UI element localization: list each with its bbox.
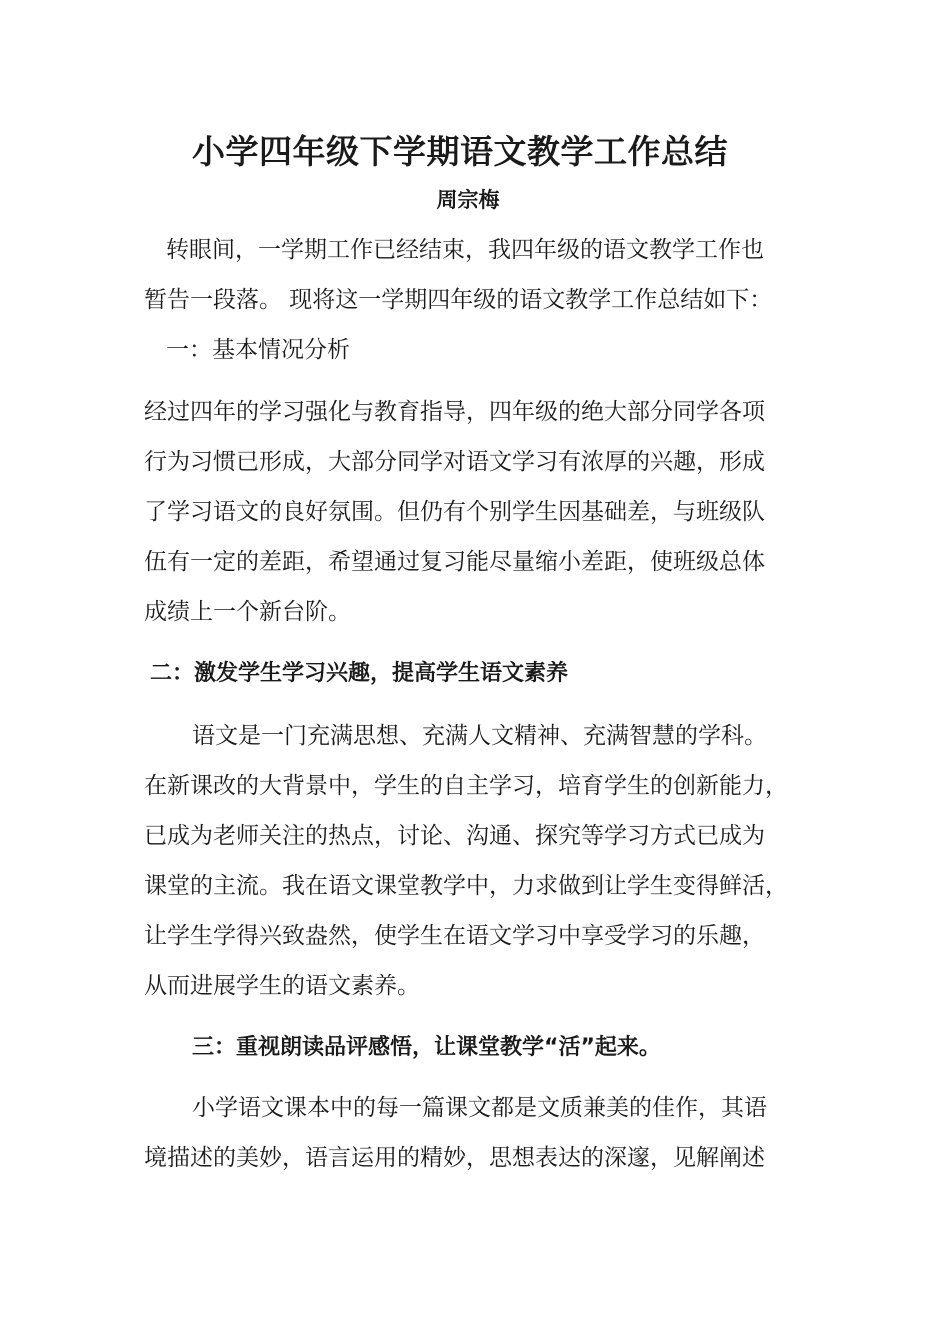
paragraph-line: 了学习语文的良好氛围。但仍有个别学生因基础差，与班级队: [144, 499, 765, 525]
section-heading: 三：重视朗读品评感悟，让课堂教学“活”起来。: [192, 1035, 661, 1060]
paragraph-line: 成绩上一个新台阶。: [144, 599, 351, 625]
section-heading: 一：基本情况分析: [166, 337, 350, 363]
paragraph-line: 行为习惯已形成，大部分同学对语文学习有浓厚的兴趣，形成: [144, 449, 765, 475]
intro-line: 暂告一段落。 现将这一学期四年级的语文教学工作总结如下：: [144, 287, 773, 313]
paragraph-line: 经过四年的学习强化与教育指导，四年级的绝大部分同学各项: [144, 399, 765, 425]
paragraph-line: 在新课改的大背景中，学生的自主学习，培育学生的创新能力，: [144, 773, 788, 799]
intro-line: 转眼间，一学期工作已经结束，我四年级的语文教学工作也: [166, 237, 764, 263]
paragraph-line: 课堂的主流。我在语文课堂教学中，力求做到让学生变得鲜活，: [144, 873, 788, 899]
paragraph-line: 已成为老师关注的热点，讨论、沟通、探究等学习方式已成为: [144, 823, 765, 849]
paragraph-line: 伍有一定的差距，希望通过复习能尽量缩小差距，使班级总体: [144, 549, 765, 575]
paragraph-line: 语文是一门充满思想、充满人文精神、充满智慧的学科。: [192, 723, 767, 749]
section-heading: 二：激发学生学习兴趣，提高学生语文素养: [150, 661, 569, 686]
paragraph-line: 小学语文课本中的每一篇课文都是文质兼美的佳作，其语: [192, 1095, 767, 1121]
document-author: 周宗梅: [436, 188, 500, 212]
paragraph-line: 从而进展学生的语文素养。: [144, 973, 420, 999]
document-title: 小学四年级下学期语文教学工作总结: [192, 132, 728, 171]
paragraph-line: 境描述的美妙，语言运用的精妙，思想表达的深邃，见解阐述: [144, 1145, 765, 1171]
paragraph-line: 让学生学得兴致盎然，使学生在语文学习中享受学习的乐趣，: [144, 923, 765, 949]
